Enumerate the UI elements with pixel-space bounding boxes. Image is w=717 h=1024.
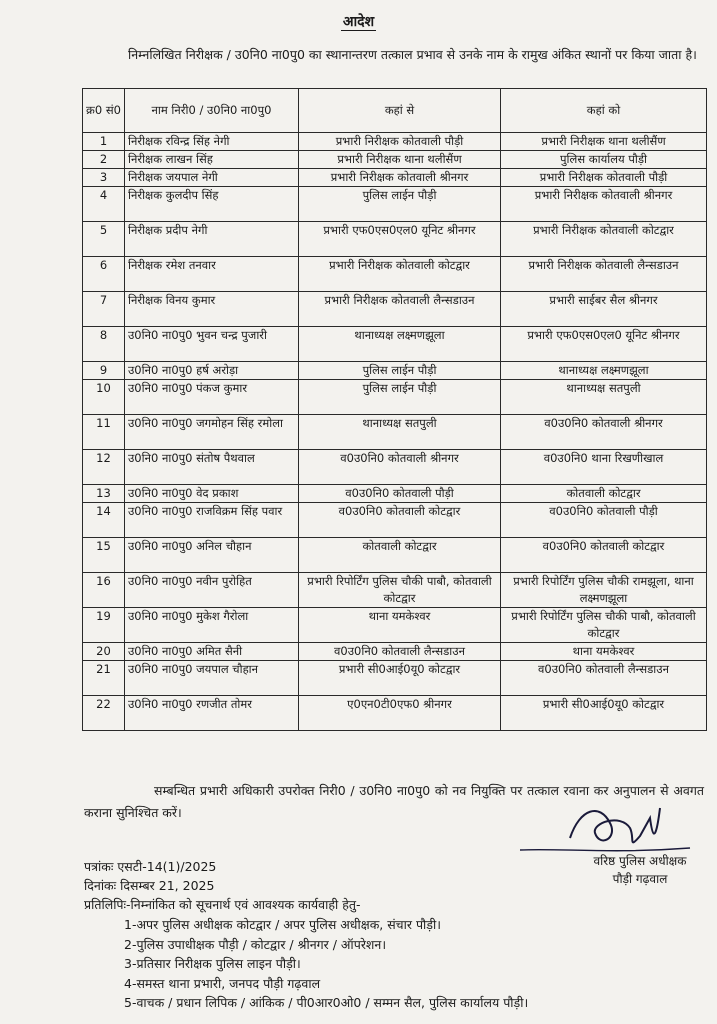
table-row <box>83 415 707 450</box>
row-to: व0उ0नि0 कोतवाली लैन्सडाउन <box>501 661 707 696</box>
signatory-place: पौड़ी गढ़वाल <box>612 872 668 886</box>
row-serial: 8 <box>83 327 125 362</box>
row-name: उ0नि0 ना0पु0 संतोष पैथवाल <box>125 450 299 485</box>
row-name: उ0नि0 ना0पु0 जगमोहन सिंह रमोला <box>125 415 299 450</box>
header-serial: क्र0 सं0 <box>83 89 125 133</box>
table-row <box>83 327 707 362</box>
copy-to-heading: प्रतिलिपिः-निम्नांकित को सूचनार्थ एवं आवश्यक कार्यवाही हेतु- <box>84 897 361 912</box>
document-title-text: आदेश <box>342 14 375 30</box>
row-from: पुलिस लाईन पौड़ी <box>299 187 501 222</box>
copy-to-item: 2-पुलिस उपाधीक्षक पौड़ी / कोटद्वार / श्रीनगर / ऑपरेशन। <box>124 936 387 952</box>
row-name: निरीक्षक विनय कुमार <box>125 292 299 327</box>
row-to: व0उ0नि0 कोतवाली श्रीनगर <box>501 415 707 450</box>
row-serial: 5 <box>83 222 125 257</box>
row-serial: 2 <box>83 151 125 169</box>
table-row <box>83 450 707 485</box>
row-name: उ0नि0 ना0पु0 अमित सैनी <box>125 643 299 661</box>
table-row <box>83 643 707 661</box>
row-serial: 14 <box>83 503 125 538</box>
copy-to-item: 3-प्रतिसार निरीक्षक पुलिस लाइन पौड़ी। <box>124 956 301 971</box>
row-name: उ0नि0 ना0पु0 वेद प्रकाश <box>125 485 299 503</box>
table-row <box>83 538 707 573</box>
table-row <box>83 169 707 187</box>
row-serial: 12 <box>83 450 125 485</box>
table-row <box>83 187 707 222</box>
row-serial: 6 <box>83 257 125 292</box>
row-to: थानाध्यक्ष लक्ष्मणझूला <box>501 362 707 380</box>
header-to: कहां को <box>501 89 707 133</box>
row-name: निरीक्षक जयपाल नेगी <box>125 169 299 187</box>
signature-block <box>570 852 710 888</box>
row-from: प्रभारी रिपोर्टिंग पुलिस चौकी पाबौ, कोतवाली कोटद्वार <box>299 573 501 608</box>
row-serial: 7 <box>83 292 125 327</box>
table-row <box>83 696 707 731</box>
row-to: प्रभारी सी0आई0यू0 कोटद्वार <box>501 696 707 731</box>
row-to: व0उ0नि0 थाना रिखणीखाल <box>501 450 707 485</box>
row-from: ए0एन0टी0एफ0 श्रीनगर <box>299 696 501 731</box>
row-to: प्रभारी निरीक्षक कोतवाली कोटद्वार <box>501 222 707 257</box>
table-row <box>83 485 707 503</box>
row-name: उ0नि0 ना0पु0 अनिल चौहान <box>125 538 299 573</box>
row-name: निरीक्षक कुलदीप सिंह <box>125 187 299 222</box>
row-to: पुलिस कार्यालय पौड़ी <box>501 151 707 169</box>
signatory-designation: वरिष्ठ पुलिस अधीक्षक <box>593 854 687 868</box>
row-serial: 13 <box>83 485 125 503</box>
letter-date: दिनांकः दिसम्बर 21, 2025 <box>84 878 215 893</box>
row-from: व0उ0नि0 कोतवाली पौड़ी <box>299 485 501 503</box>
row-from: पुलिस लाईन पौड़ी <box>299 380 501 415</box>
document-title <box>0 12 717 31</box>
row-from: थानाध्यक्ष लक्ष्मणझूला <box>299 327 501 362</box>
row-from: प्रभारी सी0आई0यू0 कोटद्वार <box>299 661 501 696</box>
row-to: थानाध्यक्ष सतपुली <box>501 380 707 415</box>
row-serial: 4 <box>83 187 125 222</box>
row-name: उ0नि0 ना0पु0 पंकज कुमार <box>125 380 299 415</box>
row-from: प्रभारी निरीक्षक कोतवाली लैन्सडाउन <box>299 292 501 327</box>
row-from: कोतवाली कोटद्वार <box>299 538 501 573</box>
row-from: प्रभारी एफ0एस0एल0 यूनिट श्रीनगर <box>299 222 501 257</box>
row-to: थाना यमकेश्वर <box>501 643 707 661</box>
table-row <box>83 257 707 292</box>
table-row <box>83 362 707 380</box>
row-from: प्रभारी निरीक्षक कोतवाली कोटद्वार <box>299 257 501 292</box>
table-row <box>83 503 707 538</box>
row-from: थानाध्यक्ष सतपुली <box>299 415 501 450</box>
row-name: उ0नि0 ना0पु0 भुवन चन्द्र पुजारी <box>125 327 299 362</box>
row-to: प्रभारी निरीक्षक कोतवाली श्रीनगर <box>501 187 707 222</box>
table-header-row <box>83 89 707 133</box>
row-name: उ0नि0 ना0पु0 हर्ष अरोड़ा <box>125 362 299 380</box>
row-name: निरीक्षक लाखन सिंह <box>125 151 299 169</box>
row-name: उ0नि0 ना0पु0 नवीन पुरोहित <box>125 573 299 608</box>
row-serial: 16 <box>83 573 125 608</box>
handwritten-signature <box>500 798 700 858</box>
row-to: प्रभारी एफ0एस0एल0 यूनिट श्रीनगर <box>501 327 707 362</box>
row-to: व0उ0नि0 कोतवाली कोटद्वार <box>501 538 707 573</box>
copy-to-item: 1-अपर पुलिस अधीक्षक कोटद्वार / अपर पुलिस अधीक्षक, संचार पौड़ी। <box>124 917 441 932</box>
transfer-table-body <box>83 133 707 731</box>
intro-paragraph: निम्नलिखित निरीक्षक / उ0नि0 ना0पु0 का स्थानान्तरण तत्काल प्रभाव से उनके नाम के रामुख अंकित स्थानों पर किया जाता है। <box>128 47 697 62</box>
table-row <box>83 661 707 696</box>
table-row <box>83 573 707 608</box>
table-row <box>83 380 707 415</box>
row-to: कोतवाली कोटद्वार <box>501 485 707 503</box>
row-from: प्रभारी निरीक्षक कोतवाली श्रीनगर <box>299 169 501 187</box>
row-to: प्रभारी निरीक्षक थाना थलीसैंण <box>501 133 707 151</box>
row-to: प्रभारी निरीक्षक कोतवाली लैन्सडाउन <box>501 257 707 292</box>
table-row <box>83 608 707 643</box>
letter-number: पत्रांकः एसटी-14(1)/2025 <box>84 859 217 874</box>
row-serial: 19 <box>83 608 125 643</box>
header-name: नाम निरी0 / उ0नि0 ना0पु0 <box>125 89 299 133</box>
row-to: प्रभारी निरीक्षक कोतवाली पौड़ी <box>501 169 707 187</box>
row-name: निरीक्षक रविन्द्र सिंह नेगी <box>125 133 299 151</box>
transfer-table <box>82 88 707 731</box>
row-serial: 3 <box>83 169 125 187</box>
row-from: व0उ0नि0 कोतवाली कोटद्वार <box>299 503 501 538</box>
row-name: उ0नि0 ना0पु0 राजविक्रम सिंह पवार <box>125 503 299 538</box>
row-serial: 9 <box>83 362 125 380</box>
row-name: उ0नि0 ना0पु0 जयपाल चौहान <box>125 661 299 696</box>
table-row <box>83 222 707 257</box>
row-serial: 15 <box>83 538 125 573</box>
row-serial: 20 <box>83 643 125 661</box>
closing-paragraph: सम्बन्धित प्रभारी अधिकारी उपरोक्त निरी0 / उ0नि0 ना0पु0 को नव नियुक्ति पर तत्काल रवाना कर अनुपालन से अवगत कराना सुनिश्चित करें। <box>84 783 704 820</box>
row-name: निरीक्षक प्रदीप नेगी <box>125 222 299 257</box>
header-from: कहां से <box>299 89 501 133</box>
row-name: निरीक्षक रमेश तनवार <box>125 257 299 292</box>
row-from: प्रभारी निरीक्षक कोतवाली पौड़ी <box>299 133 501 151</box>
row-from: व0उ0नि0 कोतवाली श्रीनगर <box>299 450 501 485</box>
row-from: थाना यमकेश्वर <box>299 608 501 643</box>
copy-to-item: 5-वाचक / प्रधान लिपिक / आंकिक / पी0आर0ओ0 / सम्मन सैल, पुलिस कार्यालय पौड़ी। <box>124 995 529 1010</box>
row-serial: 1 <box>83 133 125 151</box>
copy-to-list <box>124 915 528 1013</box>
row-from: प्रभारी निरीक्षक थाना थलीसैंण <box>299 151 501 169</box>
row-to: व0उ0नि0 कोतवाली पौड़ी <box>501 503 707 538</box>
table-row <box>83 133 707 151</box>
copy-to-item: 4-समस्त थाना प्रभारी, जनपद पौड़ी गढ़वाल <box>124 975 321 991</box>
row-serial: 22 <box>83 696 125 731</box>
row-name: उ0नि0 ना0पु0 रणजीत तोमर <box>125 696 299 731</box>
table-row <box>83 151 707 169</box>
row-from: पुलिस लाईन पौड़ी <box>299 362 501 380</box>
table-row <box>83 292 707 327</box>
row-to: प्रभारी साईबर सैल श्रीनगर <box>501 292 707 327</box>
row-name: उ0नि0 ना0पु0 मुकेश गैरोला <box>125 608 299 643</box>
row-serial: 21 <box>83 661 125 696</box>
row-serial: 11 <box>83 415 125 450</box>
row-serial: 10 <box>83 380 125 415</box>
row-to: प्रभारी रिपोर्टिंग पुलिस चौकी रामझूला, थाना लक्ष्मणझूला <box>501 573 707 608</box>
row-from: व0उ0नि0 कोतवाली लैन्सडाउन <box>299 643 501 661</box>
row-to: प्रभारी रिपोर्टिंग पुलिस चौकी पाबौ, कोतवाली कोटद्वार <box>501 608 707 643</box>
